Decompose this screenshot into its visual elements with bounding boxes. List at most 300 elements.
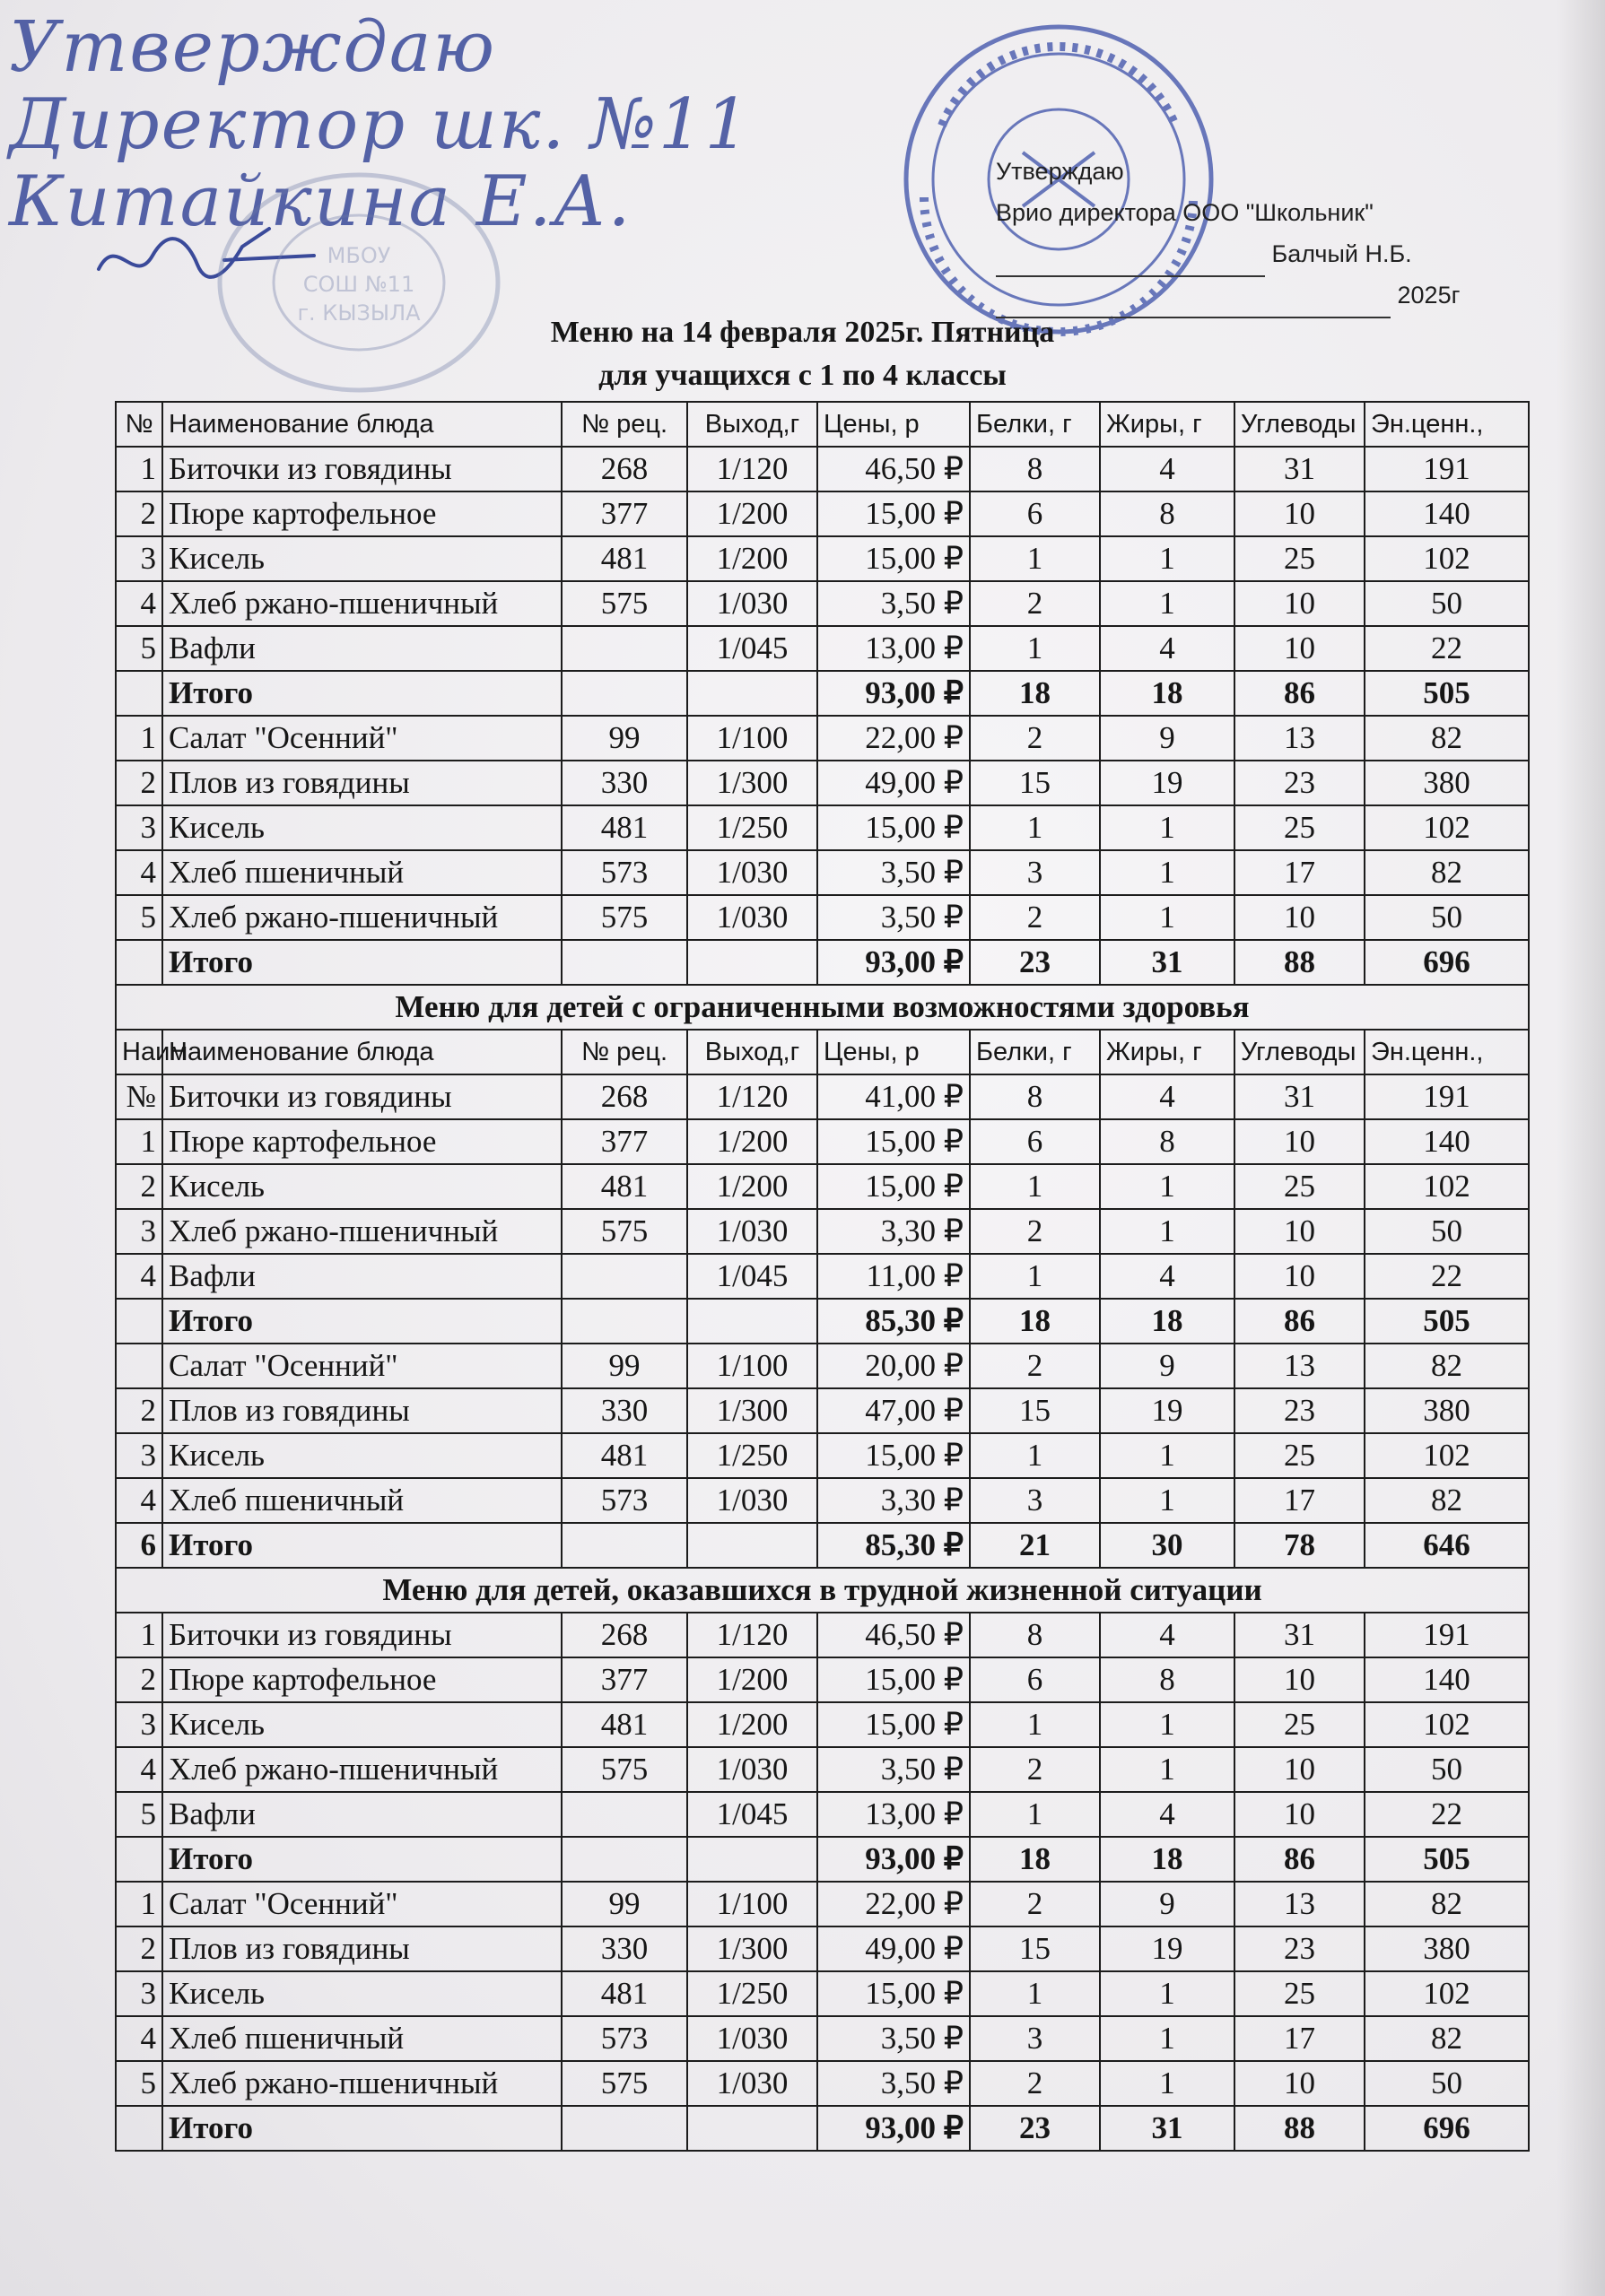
table-row [116, 895, 1529, 940]
empty-cell [562, 1523, 687, 1568]
energy-cell: 696 [1365, 940, 1529, 985]
yield-cell: 1/030 [687, 850, 817, 895]
table-row [116, 581, 1529, 626]
handwritten-line-1: Утверждаю [9, 7, 497, 88]
total-row [116, 2106, 1529, 2151]
energy-cell: 50 [1365, 1209, 1529, 1254]
carb-cell: 10 [1234, 1209, 1365, 1254]
table-row [116, 2061, 1529, 2106]
price-cell: 47,00 ₽ [817, 1388, 970, 1433]
dish-name: Кисель [162, 1971, 562, 2016]
yield-cell: 1/030 [687, 1478, 817, 1523]
yield-cell: 1/030 [687, 2061, 817, 2106]
carb-cell: 10 [1234, 1657, 1365, 1702]
menu-table [115, 401, 1530, 2152]
recipe-cell: 268 [562, 1074, 687, 1119]
approval-line-4: 2025г [1397, 282, 1461, 309]
price-cell: 3,50 ₽ [817, 1747, 970, 1792]
total-label: Итого [162, 2106, 562, 2151]
energy-cell: 102 [1365, 1164, 1529, 1209]
fat-cell: 1 [1100, 2061, 1234, 2106]
handwritten-line-3: Китайкина Е.А. [9, 161, 632, 242]
dish-name: Кисель [162, 1702, 562, 1747]
empty-cell [687, 1837, 817, 1882]
fat-cell: 19 [1100, 1926, 1234, 1971]
recipe-cell: 573 [562, 2016, 687, 2061]
fat-cell: 1 [1100, 1971, 1234, 2016]
protein-cell: 8 [970, 447, 1100, 491]
energy-cell: 22 [1365, 1254, 1529, 1299]
energy-cell: 140 [1365, 1119, 1529, 1164]
recipe-cell: 481 [562, 1702, 687, 1747]
dish-name: Пюре картофельное [162, 1657, 562, 1702]
table-row [116, 761, 1529, 805]
recipe-cell: 377 [562, 1657, 687, 1702]
header-carb: Углеводы [1234, 1030, 1365, 1074]
price-cell: 3,30 ₽ [817, 1209, 970, 1254]
empty-cell [687, 2106, 817, 2151]
protein-cell: 15 [970, 761, 1100, 805]
header-prot: Белки, г [970, 402, 1100, 447]
fat-cell: 4 [1100, 1074, 1234, 1119]
fat-cell: 4 [1100, 626, 1234, 671]
carb-cell: 86 [1234, 1837, 1365, 1882]
num-cell: 2 [116, 1388, 162, 1433]
protein-cell: 3 [970, 2016, 1100, 2061]
num-cell: 1 [116, 716, 162, 761]
fat-cell: 1 [1100, 1433, 1234, 1478]
num-cell: 6 [116, 1523, 162, 1568]
protein-cell: 6 [970, 1119, 1100, 1164]
dish-name: Биточки из говядины [162, 1613, 562, 1657]
protein-cell: 1 [970, 1164, 1100, 1209]
fat-cell: 8 [1100, 1119, 1234, 1164]
energy-cell: 82 [1365, 850, 1529, 895]
num-cell: 4 [116, 2016, 162, 2061]
energy-cell: 50 [1365, 581, 1529, 626]
fat-cell: 19 [1100, 761, 1234, 805]
yield-cell: 1/120 [687, 1074, 817, 1119]
yield-cell: 1/250 [687, 805, 817, 850]
price-cell: 15,00 ₽ [817, 491, 970, 536]
price-cell: 15,00 ₽ [817, 1164, 970, 1209]
energy-cell: 102 [1365, 1971, 1529, 2016]
recipe-cell: 575 [562, 581, 687, 626]
price-cell: 15,00 ₽ [817, 805, 970, 850]
dish-name: Кисель [162, 1164, 562, 1209]
recipe-cell: 575 [562, 1747, 687, 1792]
empty-cell [562, 1837, 687, 1882]
price-cell: 13,00 ₽ [817, 1792, 970, 1837]
table-row [116, 716, 1529, 761]
recipe-cell: 377 [562, 1119, 687, 1164]
price-cell: 15,00 ₽ [817, 536, 970, 581]
carb-cell: 23 [1234, 1926, 1365, 1971]
table-row [116, 1164, 1529, 1209]
table-row [116, 1388, 1529, 1433]
price-cell: 49,00 ₽ [817, 1926, 970, 1971]
protein-cell: 18 [970, 1299, 1100, 1344]
empty-cell [562, 671, 687, 716]
num-cell: 3 [116, 536, 162, 581]
protein-cell: 1 [970, 1254, 1100, 1299]
price-cell: 85,30 ₽ [817, 1299, 970, 1344]
price-cell: 3,50 ₽ [817, 2016, 970, 2061]
price-cell: 15,00 ₽ [817, 1702, 970, 1747]
yield-cell: 1/250 [687, 1971, 817, 2016]
yield-cell: 1/030 [687, 895, 817, 940]
table-row [116, 850, 1529, 895]
dish-name: Хлеб ржано-пшеничный [162, 581, 562, 626]
protein-cell: 1 [970, 536, 1100, 581]
protein-cell: 2 [970, 1344, 1100, 1388]
paper-fold-shadow [1557, 0, 1605, 2296]
header-num: № [116, 402, 162, 447]
price-cell: 11,00 ₽ [817, 1254, 970, 1299]
section-heading-row [116, 985, 1529, 1030]
dish-name: Кисель [162, 805, 562, 850]
header-num: Наим [116, 1030, 162, 1074]
fat-cell: 1 [1100, 1164, 1234, 1209]
header-out: Выход,г [687, 1030, 817, 1074]
empty-cell [562, 940, 687, 985]
energy-cell: 140 [1365, 491, 1529, 536]
num-cell [116, 671, 162, 716]
total-label: Итого [162, 1523, 562, 1568]
dish-name: Кисель [162, 1433, 562, 1478]
price-cell: 15,00 ₽ [817, 1657, 970, 1702]
recipe-cell: 268 [562, 447, 687, 491]
date-line [996, 290, 1391, 318]
section-heading: Меню для детей, оказавшихся в трудной жизненной ситуации [116, 1568, 1529, 1613]
num-cell: 1 [116, 1613, 162, 1657]
yield-cell: 1/200 [687, 1164, 817, 1209]
table-row [116, 1792, 1529, 1837]
table-row [116, 1657, 1529, 1702]
yield-cell: 1/030 [687, 581, 817, 626]
header-out: Выход,г [687, 402, 817, 447]
protein-cell: 18 [970, 1837, 1100, 1882]
table-row [116, 1702, 1529, 1747]
price-cell: 93,00 ₽ [817, 940, 970, 985]
empty-cell [687, 940, 817, 985]
fat-cell: 18 [1100, 671, 1234, 716]
table-row [116, 805, 1529, 850]
protein-cell: 23 [970, 2106, 1100, 2151]
energy-cell: 82 [1365, 2016, 1529, 2061]
yield-cell: 1/200 [687, 536, 817, 581]
num-cell [116, 2106, 162, 2151]
empty-cell [687, 671, 817, 716]
price-cell: 15,00 ₽ [817, 1433, 970, 1478]
num-cell: 1 [116, 447, 162, 491]
yield-cell: 1/100 [687, 1882, 817, 1926]
protein-cell: 1 [970, 1971, 1100, 2016]
energy-cell: 191 [1365, 1613, 1529, 1657]
total-label: Итого [162, 1299, 562, 1344]
empty-cell [687, 1299, 817, 1344]
dish-name: Хлеб пшеничный [162, 850, 562, 895]
yield-cell: 1/300 [687, 1926, 817, 1971]
recipe-cell: 573 [562, 1478, 687, 1523]
recipe-cell: 481 [562, 805, 687, 850]
protein-cell: 15 [970, 1388, 1100, 1433]
energy-cell: 102 [1365, 805, 1529, 850]
num-cell: 1 [116, 1882, 162, 1926]
num-cell: 3 [116, 1433, 162, 1478]
energy-cell: 22 [1365, 1792, 1529, 1837]
protein-cell: 3 [970, 1478, 1100, 1523]
fat-cell: 31 [1100, 2106, 1234, 2151]
dish-name: Пюре картофельное [162, 491, 562, 536]
protein-cell: 3 [970, 850, 1100, 895]
recipe-cell [562, 1254, 687, 1299]
approval-line-3: Балчый Н.Б. [1271, 240, 1412, 267]
carb-cell: 88 [1234, 940, 1365, 985]
protein-cell: 2 [970, 1747, 1100, 1792]
table-row [116, 1882, 1529, 1926]
protein-cell: 2 [970, 1209, 1100, 1254]
energy-cell: 646 [1365, 1523, 1529, 1568]
dish-name: Хлеб ржано-пшеничный [162, 2061, 562, 2106]
header-fat: Жиры, г [1100, 402, 1234, 447]
dish-name: Пюре картофельное [162, 1119, 562, 1164]
yield-cell: 1/200 [687, 1702, 817, 1747]
header-energy: Эн.ценн., [1365, 1030, 1529, 1074]
carb-cell: 17 [1234, 850, 1365, 895]
table-row [116, 447, 1529, 491]
dish-name: Салат "Осенний" [162, 1882, 562, 1926]
yield-cell: 1/300 [687, 1388, 817, 1433]
empty-cell [687, 1523, 817, 1568]
num-cell [116, 1344, 162, 1388]
carb-cell: 10 [1234, 1119, 1365, 1164]
fat-cell: 1 [1100, 2016, 1234, 2061]
total-row [116, 1837, 1529, 1882]
protein-cell: 23 [970, 940, 1100, 985]
num-cell: 3 [116, 1209, 162, 1254]
table-row [116, 1254, 1529, 1299]
carb-cell: 10 [1234, 1792, 1365, 1837]
carb-cell: 31 [1234, 1613, 1365, 1657]
recipe-cell: 99 [562, 716, 687, 761]
energy-cell: 82 [1365, 1882, 1529, 1926]
yield-cell: 1/120 [687, 1613, 817, 1657]
carb-cell: 10 [1234, 1254, 1365, 1299]
num-cell: 5 [116, 626, 162, 671]
table-row [116, 1926, 1529, 1971]
protein-cell: 1 [970, 1433, 1100, 1478]
table-row [116, 1344, 1529, 1388]
total-row [116, 940, 1529, 985]
dish-name: Вафли [162, 1792, 562, 1837]
table-row [116, 491, 1529, 536]
fat-cell: 4 [1100, 1254, 1234, 1299]
header-energy: Эн.ценн., [1365, 402, 1529, 447]
protein-cell: 8 [970, 1613, 1100, 1657]
yield-cell: 1/250 [687, 1433, 817, 1478]
table-row [116, 1209, 1529, 1254]
fat-cell: 30 [1100, 1523, 1234, 1568]
fat-cell: 1 [1100, 1478, 1234, 1523]
protein-cell: 21 [970, 1523, 1100, 1568]
section-heading: Меню для детей с ограниченными возможностями здоровья [116, 985, 1529, 1030]
approval-date-row [996, 272, 1498, 313]
total-row [116, 1523, 1529, 1568]
num-cell: 2 [116, 491, 162, 536]
carb-cell: 25 [1234, 1702, 1365, 1747]
carb-cell: 31 [1234, 447, 1365, 491]
dish-name: Кисель [162, 536, 562, 581]
protein-cell: 1 [970, 1702, 1100, 1747]
header-rec: № рец. [562, 402, 687, 447]
price-cell: 85,30 ₽ [817, 1523, 970, 1568]
price-cell: 3,50 ₽ [817, 2061, 970, 2106]
fat-cell: 1 [1100, 581, 1234, 626]
protein-cell: 6 [970, 491, 1100, 536]
carb-cell: 10 [1234, 581, 1365, 626]
protein-cell: 2 [970, 581, 1100, 626]
price-cell: 41,00 ₽ [817, 1074, 970, 1119]
dish-name: Салат "Осенний" [162, 716, 562, 761]
fat-cell: 1 [1100, 895, 1234, 940]
energy-cell: 505 [1365, 1299, 1529, 1344]
header-prot: Белки, г [970, 1030, 1100, 1074]
energy-cell: 82 [1365, 1344, 1529, 1388]
recipe-cell: 575 [562, 2061, 687, 2106]
school-stamp-line-2: СОШ №11 [302, 272, 415, 297]
table-row [116, 1971, 1529, 2016]
num-cell: 4 [116, 1478, 162, 1523]
num-cell: 5 [116, 895, 162, 940]
carb-cell: 25 [1234, 1433, 1365, 1478]
num-cell: 4 [116, 581, 162, 626]
table-row [116, 1074, 1529, 1119]
fat-cell: 1 [1100, 850, 1234, 895]
energy-cell: 380 [1365, 1926, 1529, 1971]
num-cell: 3 [116, 805, 162, 850]
carb-cell: 86 [1234, 671, 1365, 716]
empty-cell [562, 1299, 687, 1344]
dish-name: Хлеб ржано-пшеничный [162, 1747, 562, 1792]
num-cell: 2 [116, 1926, 162, 1971]
carb-cell: 25 [1234, 1971, 1365, 2016]
carb-cell: 13 [1234, 1882, 1365, 1926]
protein-cell: 1 [970, 1792, 1100, 1837]
num-cell [116, 1837, 162, 1882]
recipe-cell: 377 [562, 491, 687, 536]
recipe-cell [562, 626, 687, 671]
dish-name: Вафли [162, 1254, 562, 1299]
carb-cell: 25 [1234, 536, 1365, 581]
table-row [116, 1478, 1529, 1523]
school-stamp-line-3: г. КЫЗЫЛА [297, 300, 421, 326]
carb-cell: 13 [1234, 1344, 1365, 1388]
yield-cell: 1/300 [687, 761, 817, 805]
header-fat: Жиры, г [1100, 1030, 1234, 1074]
energy-cell: 380 [1365, 761, 1529, 805]
num-cell: 3 [116, 1971, 162, 2016]
energy-cell: 140 [1365, 1657, 1529, 1702]
energy-cell: 50 [1365, 895, 1529, 940]
price-cell: 22,00 ₽ [817, 1882, 970, 1926]
carb-cell: 17 [1234, 1478, 1365, 1523]
dish-name: Хлеб ржано-пшеничный [162, 895, 562, 940]
fat-cell: 19 [1100, 1388, 1234, 1433]
protein-cell: 18 [970, 671, 1100, 716]
recipe-cell [562, 1792, 687, 1837]
recipe-cell: 481 [562, 1433, 687, 1478]
num-cell: 2 [116, 1164, 162, 1209]
fat-cell: 18 [1100, 1299, 1234, 1344]
dish-name: Хлеб ржано-пшеничный [162, 1209, 562, 1254]
energy-cell: 696 [1365, 2106, 1529, 2151]
carb-cell: 23 [1234, 761, 1365, 805]
energy-cell: 380 [1365, 1388, 1529, 1433]
total-row [116, 1299, 1529, 1344]
carb-cell: 10 [1234, 1747, 1365, 1792]
yield-cell: 1/200 [687, 1657, 817, 1702]
fat-cell: 9 [1100, 716, 1234, 761]
table-row [116, 1613, 1529, 1657]
price-cell: 93,00 ₽ [817, 2106, 970, 2151]
fat-cell: 1 [1100, 536, 1234, 581]
fat-cell: 4 [1100, 1613, 1234, 1657]
yield-cell: 1/200 [687, 1119, 817, 1164]
carb-cell: 10 [1234, 2061, 1365, 2106]
energy-cell: 191 [1365, 447, 1529, 491]
price-cell: 13,00 ₽ [817, 626, 970, 671]
carb-cell: 78 [1234, 1523, 1365, 1568]
price-cell: 3,30 ₽ [817, 1478, 970, 1523]
carb-cell: 10 [1234, 491, 1365, 536]
carb-cell: 25 [1234, 805, 1365, 850]
num-cell: 4 [116, 850, 162, 895]
price-cell: 15,00 ₽ [817, 1119, 970, 1164]
energy-cell: 50 [1365, 2061, 1529, 2106]
num-cell: 3 [116, 1702, 162, 1747]
table-header-row [116, 1030, 1529, 1074]
header-price: Цены, р [817, 402, 970, 447]
carb-cell: 86 [1234, 1299, 1365, 1344]
protein-cell: 2 [970, 895, 1100, 940]
num-cell [116, 1299, 162, 1344]
energy-cell: 102 [1365, 1702, 1529, 1747]
dish-name: Плов из говядины [162, 1388, 562, 1433]
total-label: Итого [162, 671, 562, 716]
protein-cell: 2 [970, 716, 1100, 761]
energy-cell: 22 [1365, 626, 1529, 671]
yield-cell: 1/100 [687, 716, 817, 761]
recipe-cell: 575 [562, 895, 687, 940]
total-label: Итого [162, 1837, 562, 1882]
num-cell: 5 [116, 2061, 162, 2106]
total-label: Итого [162, 940, 562, 985]
recipe-cell: 575 [562, 1209, 687, 1254]
recipe-cell: 481 [562, 536, 687, 581]
carb-cell: 23 [1234, 1388, 1365, 1433]
page-subtitle: для учащихся с 1 по 4 классы [598, 359, 1007, 392]
num-cell: 1 [116, 1119, 162, 1164]
fat-cell: 1 [1100, 1702, 1234, 1747]
approval-signature-row [996, 230, 1498, 272]
price-cell: 20,00 ₽ [817, 1344, 970, 1388]
num-cell: 2 [116, 761, 162, 805]
carb-cell: 88 [1234, 2106, 1365, 2151]
yield-cell: 1/120 [687, 447, 817, 491]
price-cell: 46,50 ₽ [817, 447, 970, 491]
empty-cell [562, 2106, 687, 2151]
